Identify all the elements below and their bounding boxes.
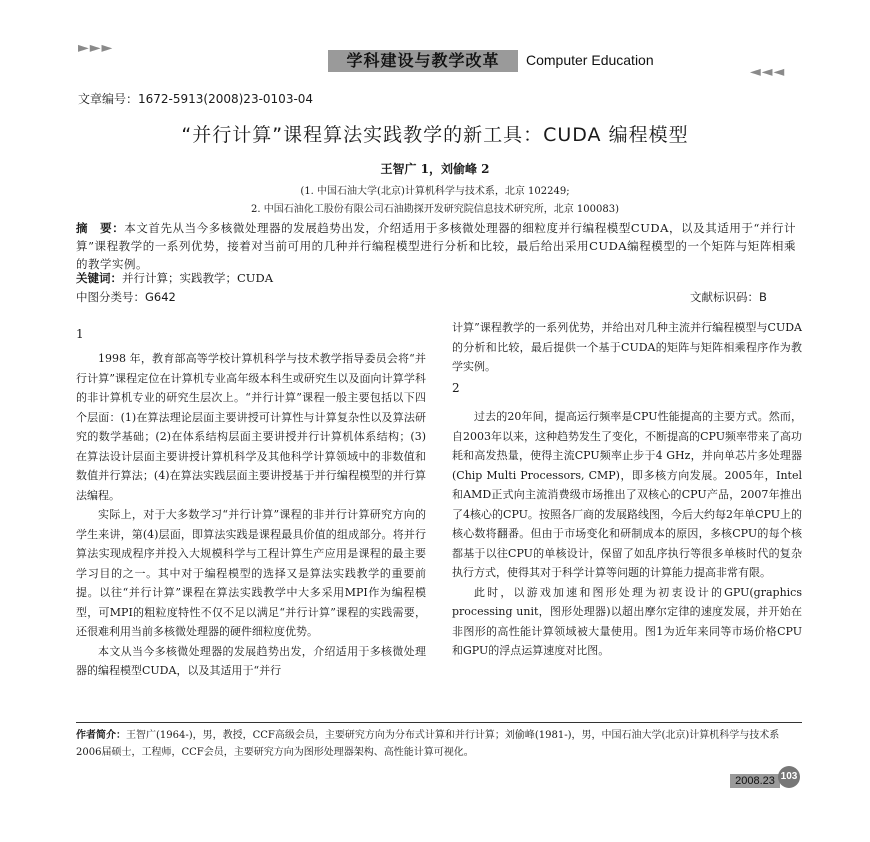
paragraph: 实际上，对于大多数学习“并行计算”课程的非并行计算研究方向的学生来讲，第(4)层面，即算法实践是课程最具价值的组成部分。将并行算法实现成程序并投入大规模科学与工程计算生产应用是课程的最主要学习目的之一。其中对于编程模型的选择又是算法实践教学的重要前提。以往“并行计算”课程在算法实践教学中大多采用MPI作为编程模型，可MPI的粗粒度特性不仅不足以满足“并行计算”课程的实践需要，还很难利用当前多核微处理器的硬件细粒度优势。 bbox=[76, 508, 426, 638]
clc-number: 中图分类号：G642 bbox=[76, 290, 176, 304]
section-heading-1: 1 bbox=[76, 327, 84, 341]
paragraph: 本文从当今多核微处理器的发展趋势出发，介绍适用于多核微处理器的编程模型CUDA，以及其适用于“并行 bbox=[76, 644, 426, 677]
issue-label: 2008.23 bbox=[730, 774, 780, 788]
paper-title: “并行计算”课程算法实践教学的新工具：CUDA 编程模型 bbox=[181, 124, 689, 146]
keywords-label: 关键词： bbox=[76, 271, 122, 285]
paragraph: 1998 年，教育部高等学校计算机科学与技术教学指导委员会将“并行计算”课程定位在计算机专业高年级本科生或研究生以及面向计算学科的非计算机专业的研究生层次上。“并行计算”课程一般主要包括以下四个层面：(1)在算法理论层面主要讲授可计算性与计算复杂性以及算法研究的数学基础；(2)在体系结构层面主要讲授并行计算机体系结构；(3)在算法设计层面主要讲授计算机科学及其他科学计算领域中的非数值和数值并行算法；(4)在算法实践层面主要讲授基于并行编程模型的并行算法编程。 bbox=[76, 352, 426, 502]
page-number: 103 bbox=[778, 766, 800, 788]
right-column bbox=[452, 407, 802, 661]
authors: 王智广 1，刘偷峰 2 bbox=[380, 162, 490, 176]
decor-arrows-left: ►►► bbox=[78, 40, 114, 56]
keywords bbox=[76, 270, 273, 286]
footnote-label: 作者简介： bbox=[76, 730, 126, 741]
left-column bbox=[76, 349, 426, 681]
journal-name: Computer Education bbox=[526, 52, 654, 68]
right-column-top bbox=[452, 318, 802, 377]
journal-section-banner: 学科建设与教学改革 bbox=[328, 50, 518, 72]
keywords-text: 并行计算；实践教学；CUDA bbox=[122, 271, 274, 285]
affiliation-1: (1. 中国石油大学(北京)计算机科学与技术系，北京 102249; bbox=[300, 186, 570, 197]
document-code: 文献标识码：B bbox=[690, 290, 767, 304]
abstract-text: 本文首先从当今多核微处理器的发展趋势出发，介绍适用于多核微处理器的细粒度并行编程模型CUDA，以及其适用于“并行计算”课程教学的一系列优势，接着对当前可用的几种并行编程模型进行分析和比较，最后给出采用CUDA编程模型的一个矩阵与矩阵相乘的教学实例。 bbox=[76, 221, 797, 271]
paragraph: 此时，以游戏加速和图形处理为初衷设计的GPU(graphics processing unit，图形处理器)以超出摩尔定律的速度发展，并开始在非图形的高性能计算领域被大量使用。图1为近年来同等市场价格CPU和GPU的浮点运算速度对比图。 bbox=[452, 585, 802, 657]
author-bio-footnote bbox=[76, 727, 802, 761]
footnote-text: 王智广(1964-)，男，教授，CCF高级会员，主要研究方向为分布式计算和并行计算；刘偷峰(1981-)，男，中国石油大学(北京)计算机科学与技术系2006届硕士，工程师，CCF会员，主要研究方向为图形处理器架构、高性能计算可视化。 bbox=[76, 730, 780, 758]
affiliation-2: 2. 中国石油化工股份有限公司石油勘探开发研究院信息技术研究所，北京 100083) bbox=[251, 204, 619, 215]
decor-arrows-right: ◄◄◄ bbox=[750, 64, 786, 80]
section-heading-2: 2 bbox=[452, 381, 460, 395]
paragraph: 计算”课程教学的一系列优势，并给出对几种主流并行编程模型与CUDA的分析和比较，最后提供一个基于CUDA的矩阵与矩阵相乘程序作为教学实例。 bbox=[452, 321, 802, 373]
paragraph: 过去的20年间，提高运行频率是CPU性能提高的主要方式。然而，自2003年以来，这种趋势发生了变化，不断提高的CPU频率带来了高功耗和高发热量，使得主流CPU频率止步于4 GHz，并向单芯片多处理器(Chip Multi Processors, CMP)，即多核方向发展。2005年，Intel和AMD正式向主流消费级市场推出了双核心的CPU产品，2007年推出了4核心的CPU。按照各厂商的发展路线图，今后大约每2年单CPU上的核心数将翻番。但由于市场变化和研制成本的原因，多核CPU的每个核都基于以往CPU的单核设计，保留了如乱序执行等很多单核时代的复杂执行方式，使得其对于科学计算等问题的计算能力提高非常有限。 bbox=[452, 410, 802, 579]
article-number: 文章编号：1672-5913(2008)23-0103-04 bbox=[78, 92, 314, 106]
abstract bbox=[76, 219, 796, 273]
footnote-divider bbox=[76, 722, 802, 723]
abstract-label: 摘 要： bbox=[76, 221, 125, 235]
